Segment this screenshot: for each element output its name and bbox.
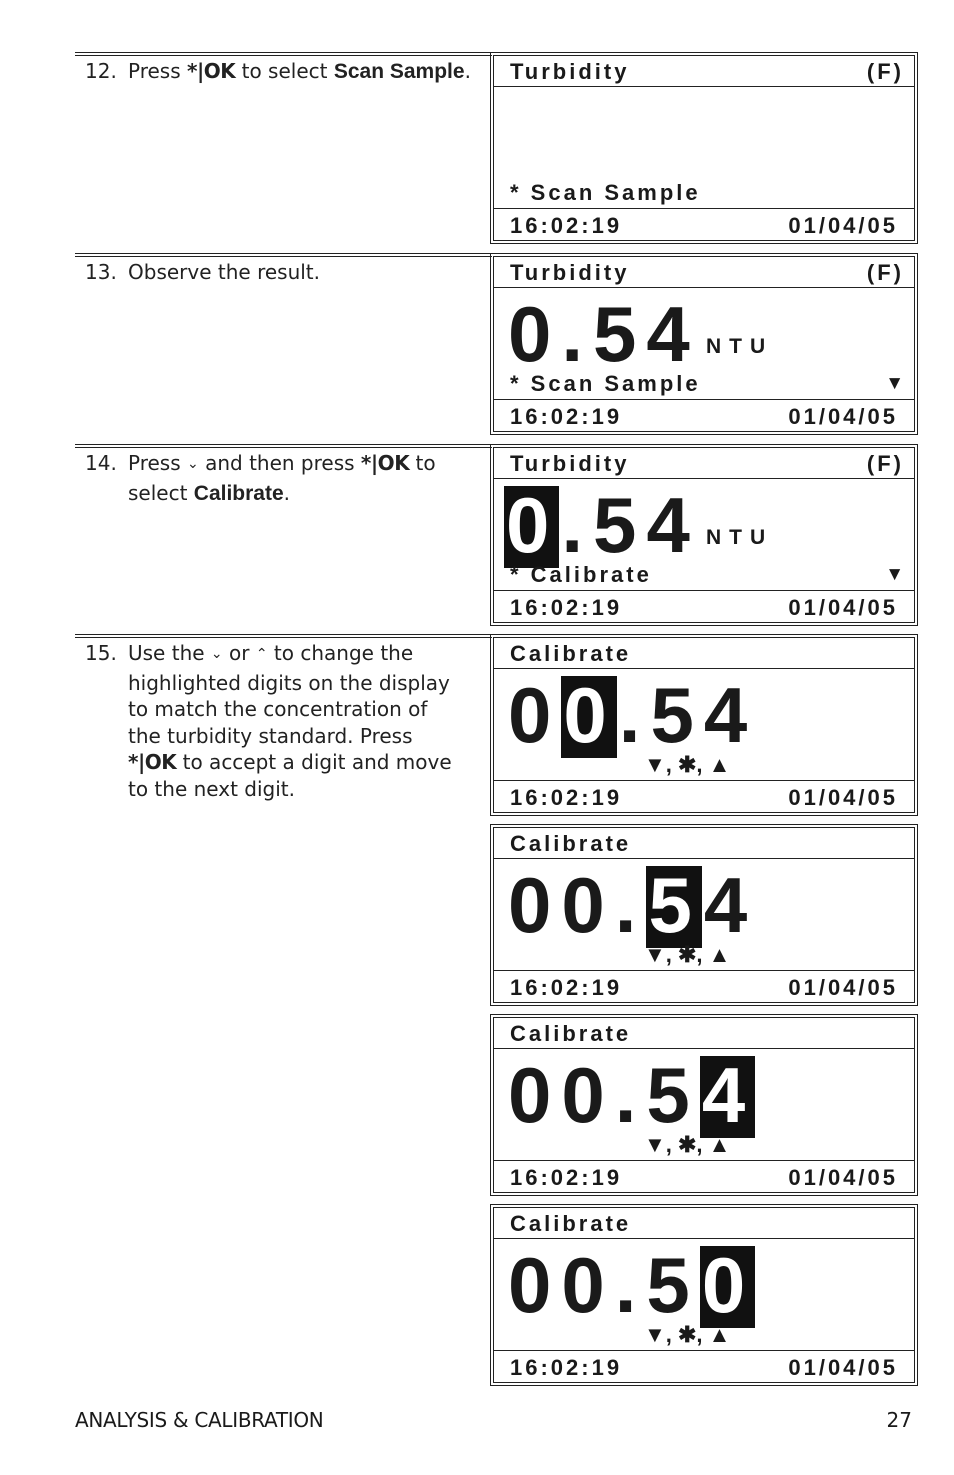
navigation-hint: ▼, ✱, ▲ (644, 1132, 731, 1157)
time-readout: 16:02:19 (510, 404, 623, 429)
time-readout: 16:02:19 (510, 595, 623, 620)
date-readout: 01/04/05 (788, 1165, 898, 1190)
page-number: 27 (886, 1408, 912, 1432)
divider (494, 1048, 914, 1049)
chevron-down-icon: ⌄ (187, 456, 199, 472)
footer-section-title: ANALYSIS & CALIBRATION (75, 1408, 324, 1432)
screen-title: Calibrate (510, 831, 632, 856)
divider (494, 399, 914, 400)
date-readout: 01/04/05 (788, 975, 898, 1000)
date-readout: 01/04/05 (788, 404, 898, 429)
digits: 00. (508, 861, 647, 949)
down-arrow-icon: ▼ (885, 373, 904, 394)
menu-item: * Scan Sample (510, 180, 701, 205)
highlighted-digit: 0 (506, 481, 560, 569)
step-text: . (283, 480, 291, 505)
reading-value (504, 481, 700, 569)
step-12 (85, 58, 485, 86)
step-text: to change the highlighted digits on the display to match the concentration of the turbidity standard. Press (128, 641, 450, 748)
display-screen-scan-sample (493, 55, 915, 241)
screen-title: Turbidity (510, 59, 630, 84)
step-text: . (464, 59, 471, 83)
time-readout: 16:02:19 (510, 213, 623, 238)
time-readout: 16:02:19 (510, 1355, 623, 1380)
navigation-hint: ▼, ✱, ▲ (644, 1322, 731, 1347)
divider (494, 1160, 914, 1161)
step-number: 14. (85, 451, 117, 475)
chevron-up-icon: ⌃ (255, 646, 268, 662)
calibration-value (508, 1241, 757, 1329)
step-text: Press (128, 59, 187, 83)
calibration-value (508, 861, 758, 949)
screen-title: Calibrate (510, 1211, 632, 1236)
digits: .54 (618, 671, 758, 759)
display-screen-calibrate-select (493, 447, 915, 623)
display-screen-result (493, 256, 915, 432)
date-readout: 01/04/05 (788, 1355, 898, 1380)
menu-item: * Scan Sample (510, 371, 701, 396)
step-text: and then press (198, 451, 361, 475)
step-number: 13. (85, 260, 117, 284)
step-text: to select (128, 451, 436, 505)
navigation-hint: ▼, ✱, ▲ (644, 752, 731, 777)
divider (494, 287, 914, 288)
screen-title: Calibrate (510, 1021, 632, 1046)
step-13 (85, 259, 485, 286)
digits: 00.5 (508, 1241, 700, 1329)
step-number: 15. (85, 641, 117, 665)
divider (494, 590, 914, 591)
highlighted-digit: 0 (563, 671, 617, 759)
date-readout: 01/04/05 (788, 595, 898, 620)
digits: 4 (703, 861, 758, 949)
time-readout: 16:02:19 (510, 975, 623, 1000)
down-arrow-icon: ▼ (885, 564, 904, 585)
ok-key-icon: *|OK (360, 451, 410, 475)
screen-title: Turbidity (510, 260, 630, 285)
digits: 00.5 (508, 1051, 700, 1139)
display-screen-calibrate-digit-4 (493, 1207, 915, 1383)
step-text: Press (128, 451, 187, 475)
divider (75, 253, 492, 257)
highlighted-digit: 0 (701, 1241, 756, 1329)
step-14 (85, 450, 485, 507)
menu-item: * Calibrate (510, 562, 652, 587)
highlighted-digit: 4 (701, 1051, 756, 1139)
divider (494, 86, 914, 87)
divider (494, 478, 914, 479)
divider (494, 858, 914, 859)
screen-title: Calibrate (510, 641, 632, 666)
ok-key-icon: *|OK (128, 750, 177, 774)
calibration-value (508, 671, 758, 759)
divider (494, 208, 914, 209)
unit-label: NTU (706, 526, 774, 549)
step-number: 12. (85, 59, 117, 83)
highlighted-digit: 5 (648, 861, 702, 949)
unit-label: NTU (706, 335, 774, 358)
step-text: to accept a digit and move to the next digit. (128, 750, 452, 801)
time-readout: 16:02:19 (510, 1165, 623, 1190)
step-text: or (222, 641, 256, 665)
display-screen-calibrate-digit-2 (493, 827, 915, 1003)
display-screen-calibrate-digit-1 (493, 637, 915, 813)
divider (75, 444, 492, 448)
divider (494, 1238, 914, 1239)
screen-flag: (F) (866, 260, 904, 285)
chevron-down-icon: ⌄ (210, 646, 223, 662)
step-bold: Calibrate (193, 481, 284, 505)
divider (75, 634, 492, 638)
step-text: Use the (128, 641, 211, 665)
navigation-hint: ▼, ✱, ▲ (644, 942, 731, 967)
date-readout: 01/04/05 (788, 785, 898, 810)
divider (494, 970, 914, 971)
display-screen-calibrate-digit-3 (493, 1017, 915, 1193)
divider (494, 668, 914, 669)
step-15 (85, 640, 465, 802)
divider (494, 1350, 914, 1351)
step-text: Observe the result. (128, 260, 321, 284)
divider (494, 780, 914, 781)
step-bold: Scan Sample (333, 60, 465, 83)
screen-flag: (F) (866, 59, 904, 84)
time-readout: 16:02:19 (510, 785, 623, 810)
divider (75, 52, 492, 56)
digits: .54 (561, 481, 700, 569)
screen-flag: (F) (866, 451, 904, 476)
step-text: to select (235, 59, 334, 83)
date-readout: 01/04/05 (788, 213, 898, 238)
reading-value: 0.54 (508, 290, 700, 378)
calibration-value (508, 1051, 757, 1139)
screen-title: Turbidity (510, 451, 630, 476)
digits: 0 (508, 671, 562, 759)
ok-key-icon: *|OK (187, 59, 236, 83)
